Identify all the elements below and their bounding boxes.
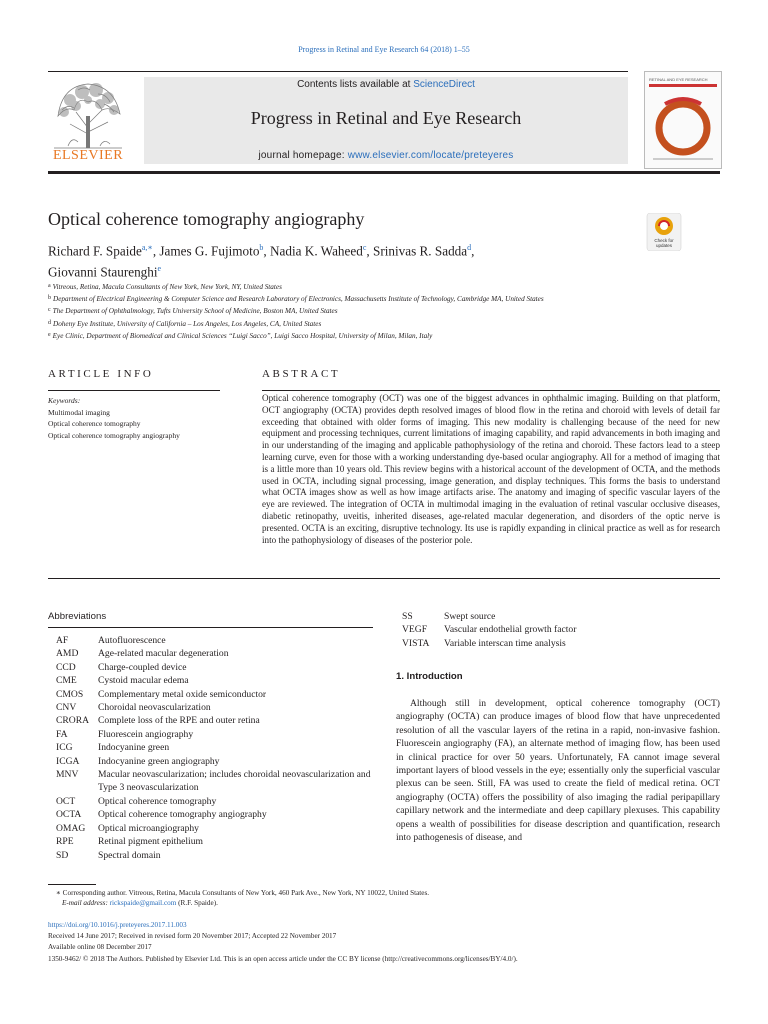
cover-title: RETINAL AND EYE RESEARCH (649, 77, 708, 82)
affiliation-text: Eye Clinic, Department of Biomedical and Clinical Sciences “Luigi Sacco”, Luigi Sacco Hospital, University of Milan, Milan, Italy (52, 331, 433, 340)
abbreviation-definition: Optical coherence tomography (98, 795, 217, 807)
author-name[interactable]: James G. Fujimoto (159, 243, 260, 259)
article-title: Optical coherence tomography angiography (48, 209, 365, 229)
abbreviation-row (56, 849, 376, 862)
abbreviation-row (56, 634, 376, 647)
abstract-heading: ABSTRACT (262, 368, 341, 380)
abbreviation-row (56, 755, 376, 768)
journal-reference[interactable]: Progress in Retinal and Eye Research 64 (2018) 1–55 (298, 45, 470, 54)
article-info-heading: ARTICLE INFO (48, 368, 154, 380)
abbreviation-term: FA (56, 728, 68, 740)
available-online-date: Available online 08 December 2017 (48, 943, 152, 951)
abbreviations-rule (48, 627, 373, 628)
abbreviation-row (56, 714, 376, 727)
homepage-label: journal homepage: (258, 150, 348, 161)
abbreviation-row (56, 728, 376, 741)
author-affiliation-marker[interactable]: c (362, 243, 367, 252)
abbreviation-definition: Autofluorescence (98, 635, 166, 646)
abbreviation-term: SD (56, 849, 69, 861)
received-dates: Received 14 June 2017; Received in revised form 20 November 2017; Accepted 22 November 2017 (48, 932, 337, 940)
abbreviation-row (56, 688, 376, 701)
abbreviation-definition: Vascular endothelial growth factor (444, 624, 577, 636)
author-separator: , (152, 243, 160, 259)
keyword-list (48, 407, 180, 441)
abbreviation-row (402, 623, 722, 636)
contents-prefix: Contents lists available at (297, 79, 414, 90)
keywords-label: Keywords: (48, 396, 81, 405)
author-separator: , (366, 243, 373, 259)
affiliation-item (48, 293, 688, 305)
affiliation-text: Department of Electrical Engineering & Computer Science and Research Laboratory of Electronics, Massachusetts Institute of Technology, Cambridge MA, United States (53, 295, 544, 304)
svg-text:Check for: Check for (654, 238, 674, 243)
sciencedirect-link[interactable]: ScienceDirect (413, 79, 475, 90)
abstract-bottom-rule (48, 578, 720, 579)
abbreviation-definition: Retinal pigment epithelium (98, 836, 203, 848)
abbreviation-term: VEGF (402, 624, 428, 636)
abbreviation-row (402, 610, 722, 623)
keyword-item: Multimodal imaging (48, 408, 110, 417)
abbreviation-term: ICG (56, 742, 73, 754)
abstract-text: Optical coherence tomography (OCT) was one of the biggest advances in ophthalmic imaging. Building on that platform, OCT angiography (OCTA) provides depth resolved images of blood flow in the retina and choroid with levels of detail far exceeding that obtained with older forms of imaging. This new modality is challenging because of the need for new equipment and processing techniques, current limitations of imaging capability, and rapid advancements in both imaging and in our understanding of the imaging and applicable pathophysiology of the retina and choroid. These factors lead to a steep learning curve, even for those with a working understanding dye-based ocular angiography. All for a method of imaging that is a little more than 10 years old. This review begins with a historical account of the development of OCTA, and the methods used in OCTA, including signal processing, image generation, and display techniques. This forms the basis to understand what OCTA images show as well as how image artifacts arise. The anatomy and imaging of specific vascular layers of the eye are reviewed. The integration of OCTA in multimodal imaging in the evaluation of retinal vascular occlusive diseases, diabetic retinopathy, uveitis, inherited diseases, age-related macular degeneration, and disorders of the optic nerve is presented. OCTA is an exciting, disruptive technology. Its use is rapidly expanding in clinical practice as well as for research into the pathophysiology of diseases of the posterior pole. (262, 393, 720, 545)
cover-eye-graphic (645, 72, 721, 168)
affiliation-marker: c (48, 307, 51, 314)
author-list (48, 239, 628, 282)
email-link[interactable]: rickspaide@gmail.com (109, 899, 177, 907)
email-suffix: (R.F. Spaide). (176, 899, 218, 907)
abbreviation-row (56, 741, 376, 754)
abbreviation-row (56, 701, 376, 714)
abbreviation-definition: Choroidal neovascularization (98, 702, 211, 714)
author-name[interactable]: Nadia K. Waheed (270, 243, 363, 259)
abbreviation-definition: Macular neovascularization; includes choroidal neovascularization and Type 3 neovascularization (98, 769, 371, 794)
abbreviation-row (56, 647, 376, 660)
contents-line (144, 79, 628, 90)
abbreviation-definition: Optical coherence tomography angiography (98, 809, 267, 821)
email-label: E-mail address: (62, 899, 110, 907)
affiliation-marker: e (48, 331, 51, 338)
affiliation-item (48, 318, 688, 330)
svg-text:updates: updates (655, 243, 673, 248)
abbreviation-term: RPE (56, 836, 74, 848)
author-name[interactable]: Giovanni Staurenghi (48, 264, 158, 280)
abbreviation-definition: Complete loss of the RPE and outer retina (98, 715, 260, 727)
check-for-updates-badge[interactable] (645, 213, 683, 251)
author-name[interactable]: Richard F. Spaide (48, 243, 142, 259)
footnote-rule (48, 884, 96, 885)
journal-homepage (144, 150, 628, 161)
abbreviation-term: MNV (56, 769, 79, 781)
abbreviation-definition: Optical microangiography (98, 822, 199, 834)
abbreviation-term: CNV (56, 702, 77, 714)
affiliation-marker: d (48, 319, 51, 326)
article-info-rule (48, 390, 220, 391)
author-affiliation-marker[interactable]: b (259, 243, 264, 252)
elsevier-wordmark: ELSEVIER (52, 148, 124, 163)
abbreviation-term: ICGA (56, 755, 80, 767)
header-bottom-rule (48, 171, 720, 174)
corresponding-author-note: ∗ Corresponding author. Vitreous, Retina, Macula Consultants of New York, 460 Park Ave., New York, NY 10022, United States. (56, 889, 430, 897)
abbreviation-term: AMD (56, 648, 79, 660)
abbreviation-row (56, 808, 376, 821)
affiliation-text: Doheny Eye Institute, University of California – Los Angeles, Los Angeles, CA, United States (53, 319, 322, 328)
abbreviation-term: CME (56, 675, 77, 687)
abbreviation-definition: Cystoid macular edema (98, 675, 189, 687)
abbreviation-definition: Complementary metal oxide semiconductor (98, 688, 267, 700)
author-affiliation-marker[interactable]: e (157, 264, 162, 274)
affiliation-item (48, 305, 688, 317)
keyword-item: Optical coherence tomography angiography (48, 430, 180, 440)
abbreviation-definition: Variable interscan time analysis (444, 637, 566, 649)
homepage-link[interactable]: www.elsevier.com/locate/preteyeres (347, 150, 514, 161)
license-note: 1350-9462/ © 2018 The Authors. Published by Elsevier Ltd. This is an open access article under the CC BY license (http://creativecommons.org/licenses/BY/4.0/). (48, 955, 518, 963)
abbreviation-term: VISTA (402, 637, 430, 649)
abstract-rule (262, 390, 720, 391)
abbreviation-row (56, 822, 376, 835)
abbreviation-row (402, 637, 722, 650)
abbreviation-row (56, 835, 376, 848)
abbreviation-term: SS (402, 611, 413, 622)
abbreviation-row (56, 674, 376, 687)
abbreviation-row (56, 768, 376, 795)
introduction-text: Although still in development, optical coherence tomography (OCT) angiography (OCTA) can produce images of blood flow that have unprecedented resolution of all the vascular layers of the retina in a rapid, non-invasive fashion. Fluorescein angiography (FA), an alternate method of imaging flow, has been used in clinical practice for over 50 years. Unfortunately, FA cannot image several important layers of blood vessels in the eye; essentially only the superficial vascular plexus can be seen. Still, FA was used to create the field of medical retina. OCT angiography (OCTA) offers the possibility of also imaging the radial peripapillary capillary network and the intermediate and deep capillary plexuses. This capability opens a wealth of possibilities for disease description and quantification, research into pathogenesis of disease, and (396, 698, 720, 844)
abbreviation-term: CCD (56, 661, 76, 673)
doi-link[interactable]: https://doi.org/10.1016/j.preteyeres.2017.11.003 (48, 921, 187, 929)
journal-title: Progress in Retinal and Eye Research (250, 108, 522, 128)
abbreviation-row (56, 661, 376, 674)
abbreviations-heading: Abbreviations (48, 611, 107, 622)
abbreviation-term: OCTA (56, 809, 82, 821)
abbreviation-definition: Spectral domain (98, 849, 161, 861)
abbreviation-term: OCT (56, 795, 76, 807)
affiliation-item (48, 281, 688, 293)
abbreviation-term: OMAG (56, 822, 86, 834)
author-affiliation-marker[interactable]: a,∗ (141, 243, 153, 252)
journal-cover-thumbnail[interactable] (644, 71, 722, 169)
author-name[interactable]: Srinivas R. Sadda (372, 243, 468, 259)
abbreviation-definition: Charge-coupled device (98, 661, 187, 673)
abbreviations-list (56, 634, 376, 862)
affiliation-marker: b (48, 295, 51, 302)
abbreviation-definition: Indocyanine green (98, 742, 170, 754)
abbreviations-list-continued (402, 610, 722, 650)
abbreviation-term: AF (56, 635, 69, 646)
author-affiliation-marker[interactable]: d (467, 243, 472, 252)
elsevier-logo[interactable] (48, 76, 128, 164)
abbreviation-definition: Indocyanine green angiography (98, 755, 220, 767)
affiliation-text: The Department of Ophthalmology, Tufts University School of Medicine, Boston MA, United States (52, 307, 338, 316)
keyword-item: Optical coherence tomography (48, 419, 141, 429)
affiliation-marker: a (48, 283, 51, 289)
affiliations (48, 281, 688, 342)
author-separator: , (471, 243, 475, 259)
header-top-rule (48, 71, 628, 72)
abbreviation-definition: Age-related macular degeneration (98, 648, 229, 660)
affiliation-item (48, 330, 688, 342)
abbreviation-term: CMOS (56, 688, 84, 700)
abbreviation-term: CRORA (56, 715, 90, 727)
check-for-updates-icon (645, 213, 683, 251)
abbreviation-row (56, 795, 376, 808)
introduction-heading: 1. Introduction (396, 671, 463, 682)
email-note (62, 899, 218, 907)
abbreviation-definition: Fluorescein angiography (98, 728, 194, 740)
affiliation-text: Vitreous, Retina, Macula Consultants of New York, New York, NY, United States (52, 283, 282, 291)
author-separator: , (263, 243, 271, 259)
abbreviation-definition: Swept source (444, 611, 496, 622)
